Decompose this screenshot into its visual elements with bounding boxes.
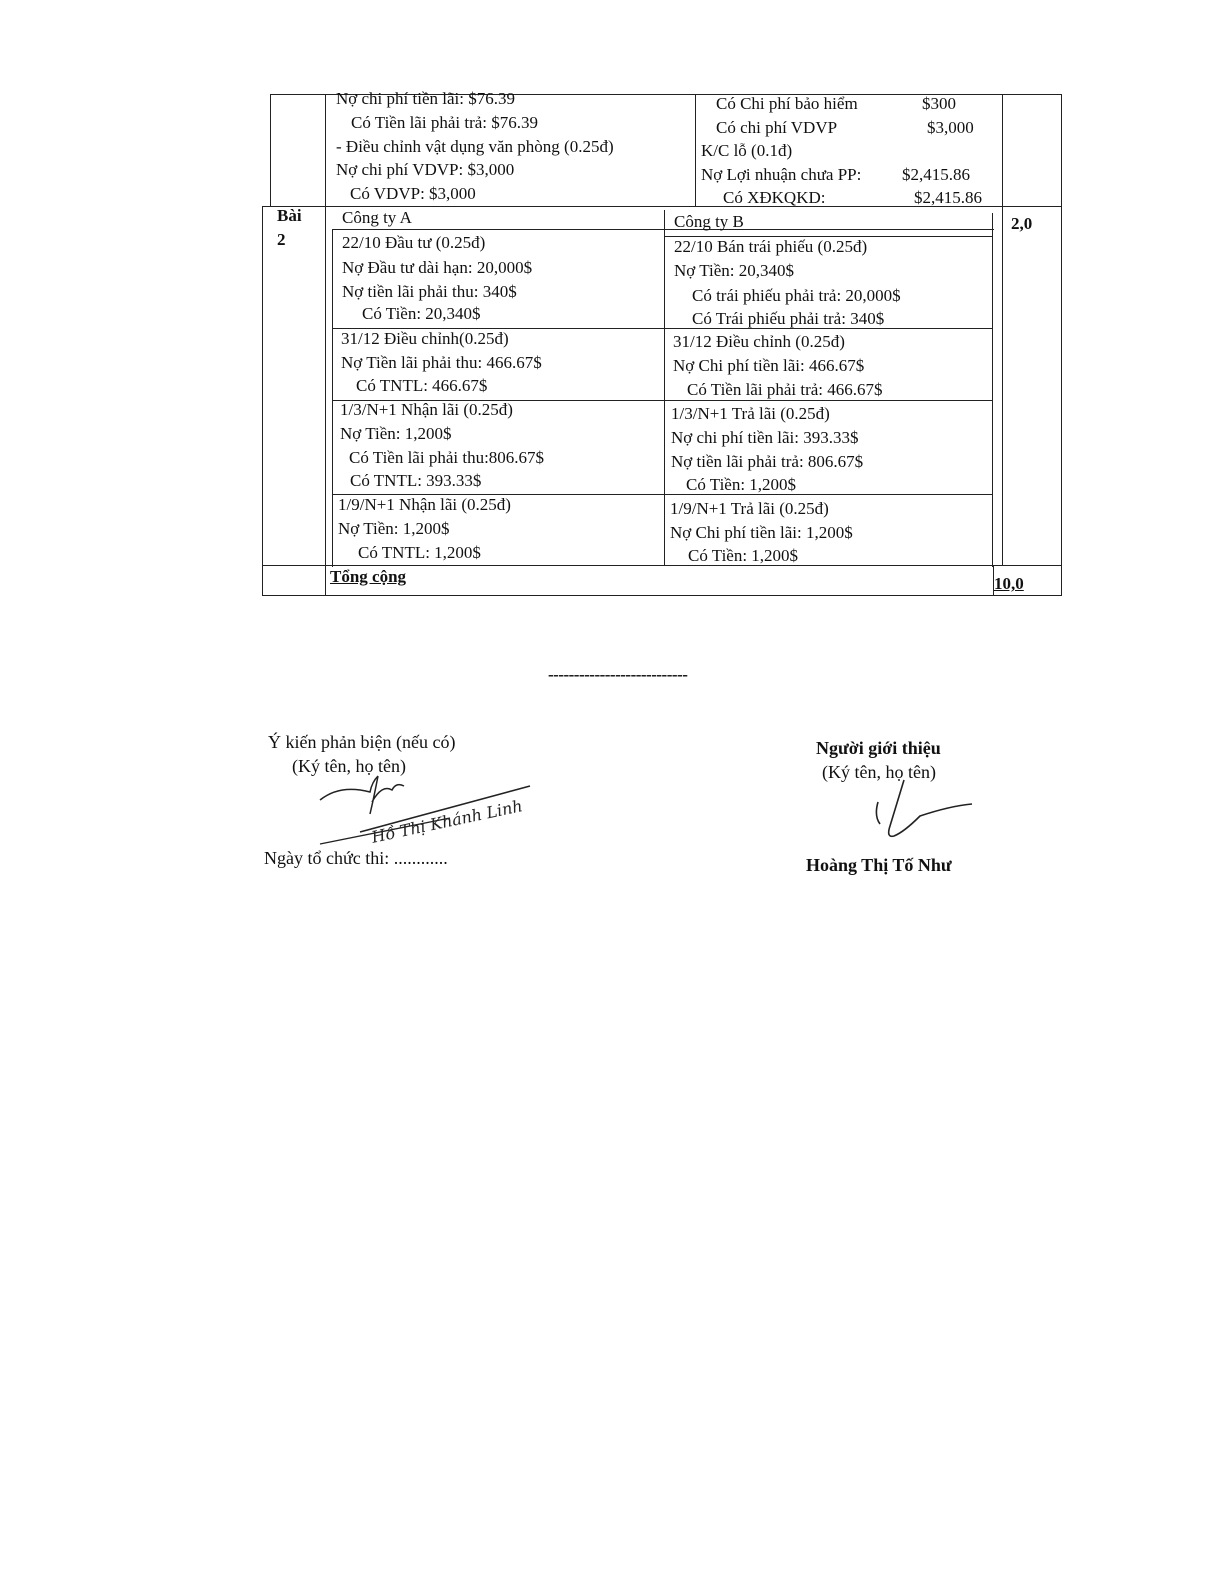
top-right-amount-2: $3,000 [927,118,974,137]
b2-b-line-1: 31/12 Điều chỉnh (0.25đ) [673,332,845,351]
presenter-title: Người giới thiệu [816,738,941,758]
top-right-label-3: K/C lỗ (0.1đ) [701,141,793,160]
bai2-label-line2: 2 [277,230,286,249]
top-right-label-1: Có Chi phí bảo hiểm [716,94,858,113]
b4-a-line-2: Nợ Tiền: 1,200$ [338,519,450,538]
top-right-label-4: Nợ Lợi nhuận chưa PP: [701,165,862,184]
presenter-sub: (Ký tên, họ tên) [822,762,936,782]
section-separator: --------------------------- [548,665,688,684]
b3-b-line-3: Nợ tiền lãi phải trả: 806.67$ [671,452,864,471]
top-right-amount-4: $2,415.86 [902,165,970,184]
b3-b-line-2: Nợ chi phí tiền lãi: 393.33$ [671,428,859,447]
b3-b-line-1: 1/3/N+1 Trả lãi (0.25đ) [671,404,830,423]
table-score-divider [1002,94,1003,566]
table-right-border [1061,94,1062,595]
top-right-amount-1: $300 [922,94,956,113]
b1-b-line-4: Có Trái phiếu phải trả: 340$ [692,309,885,328]
top-row-mid-divider [695,94,696,206]
b3-a-line-3: Có Tiền lãi phải thu:806.67$ [349,448,545,467]
table-left-border [262,206,263,595]
bai2-inner-top [332,229,994,230]
b4-a-line-3: Có TNTL: 1,200$ [358,543,481,562]
top-left-line-5: Có VDVP: $3,000 [350,184,476,203]
b1-a-line-1: 22/10 Đầu tư (0.25đ) [342,233,486,252]
b4-a-line-1: 1/9/N+1 Nhận lãi (0.25đ) [338,495,511,514]
b4-b-line-2: Nợ Chi phí tiền lãi: 1,200$ [670,523,853,542]
b4-b-line-1: 1/9/N+1 Trả lãi (0.25đ) [670,499,829,518]
company-b-header: Công ty B [674,212,744,231]
company-a-header: Công ty A [342,208,412,227]
b1-b-line-1: 22/10 Bán trái phiếu (0.25đ) [674,237,868,256]
total-label: Tổng cộng [330,567,407,586]
b2-b-line-3: Có Tiền lãi phải trả: 466.67$ [687,380,883,399]
b2-a-line-2: Nợ Tiền lãi phải thu: 466.67$ [341,353,542,372]
b1-a-line-2: Nợ Đầu tư dài hạn: 20,000$ [342,258,533,277]
top-left-line-3: - Điều chỉnh vật dụng văn phòng (0.25đ) [336,137,614,156]
b2-a-line-1: 31/12 Điều chỉnh(0.25đ) [341,329,509,348]
b2-a-line-3: Có TNTL: 466.67$ [356,376,488,395]
table-label-divider [325,94,326,595]
exam-date-line: Ngày tổ chức thi: ............ [264,848,448,868]
reviewer-signed-name: Hồ Thị Khánh Linh [369,796,525,847]
bai2-label-line1: Bài [277,206,302,225]
b1-a-line-3: Nợ tiền lãi phải thu: 340$ [342,282,517,301]
top-left-line-2: Có Tiền lãi phải trả: $76.39 [351,113,538,132]
b3-a-line-1: 1/3/N+1 Nhận lãi (0.25đ) [340,400,513,419]
b1-a-line-4: Có Tiền: 20,340$ [362,304,481,323]
top-left-line-1: Nợ chi phí tiền lãi: $76.39 [336,89,515,108]
table-left-border-top [270,94,271,206]
bai2-inner-left [332,229,333,567]
total-value: 10,0 [994,574,1024,593]
bai2-score: 2,0 [1011,214,1033,233]
b4-b-line-3: Có Tiền: 1,200$ [688,546,799,565]
b1-b-line-2: Nợ Tiền: 20,340$ [674,261,794,280]
b1-b-line-3: Có trái phiếu phải trả: 20,000$ [692,286,901,305]
presenter-name: Hoàng Thị Tố Như [806,855,952,875]
b3-b-line-4: Có Tiền: 1,200$ [686,475,797,494]
reviewer-title: Ý kiến phản biện (nếu có) [268,732,456,752]
reviewer-signature [300,772,600,852]
bai2-mid-divider [664,210,665,566]
top-left-line-4: Nợ chi phí VDVP: $3,000 [336,160,515,179]
b3-a-line-4: Có TNTL: 393.33$ [350,471,482,490]
table-bottom-border [262,595,1062,596]
top-right-label-5: Có XĐKQKD: [723,188,826,207]
presenter-signature [860,776,980,846]
b3-a-line-2: Nợ Tiền: 1,200$ [340,424,452,443]
b2-b-line-2: Nợ Chi phí tiền lãi: 466.67$ [673,356,865,375]
reviewer-sub: (Ký tên, họ tên) [292,756,406,776]
top-right-label-2: Có chi phí VDVP [716,118,838,137]
top-right-amount-5: $2,415.86 [914,188,982,207]
bai2-inner-right [992,213,993,567]
